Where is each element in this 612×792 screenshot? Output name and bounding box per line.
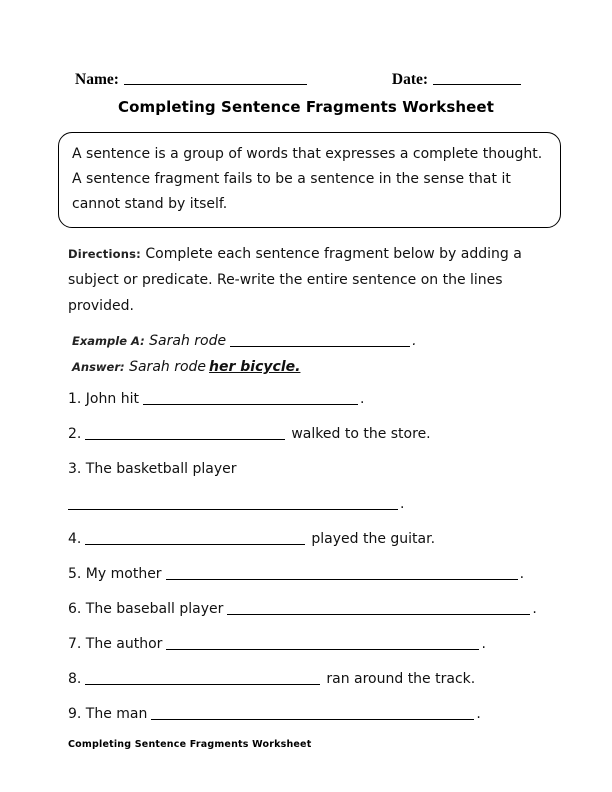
item-text-pre: 6. The baseball player <box>68 601 224 617</box>
item-text-post: . <box>359 391 365 407</box>
page-title: Completing Sentence Fragments Worksheet <box>118 98 494 116</box>
item-text-pre: 1. John hit <box>68 391 139 407</box>
name-date-row <box>75 70 612 89</box>
name-blank[interactable] <box>124 71 307 85</box>
items-list <box>68 389 612 724</box>
item-text-post: . <box>476 706 481 722</box>
directions-label: Directions: <box>68 247 141 261</box>
worksheet-item-4 <box>68 529 612 549</box>
date-blank[interactable] <box>433 71 521 85</box>
worksheet-item-1 <box>68 389 612 409</box>
example-period: . <box>412 333 417 349</box>
answer-blank-5[interactable] <box>166 567 518 580</box>
item-text-post: ran around the track. <box>326 671 476 687</box>
item-text-post: . <box>400 496 405 512</box>
item-text-pre: 9. The man <box>68 706 148 722</box>
worksheet-item-3 <box>68 459 612 514</box>
answer-blank-2[interactable] <box>85 427 285 440</box>
definition-text: A sentence is a group of words that expresses a complete thought. A sentence fragment fails to be a sentence in the sense that it cannot stand by itself. <box>72 146 543 212</box>
answer-filled-text: her bicycle. <box>209 359 301 375</box>
item-text-post: . <box>481 636 486 652</box>
example-row <box>72 328 612 354</box>
answer-text: Sarah rode <box>129 359 207 375</box>
date-label: Date: <box>391 71 429 88</box>
item-text-pre: 2. <box>68 426 82 442</box>
example-label: Example A: <box>72 334 145 348</box>
worksheet-item-9 <box>68 704 612 724</box>
directions <box>68 241 564 319</box>
answer-label: Answer: <box>72 360 125 374</box>
footer-title: Completing Sentence Fragments Worksheet <box>68 739 312 750</box>
worksheet-item-8 <box>68 669 612 689</box>
answer-blank-4[interactable] <box>85 532 305 545</box>
item-text-post: . <box>532 601 537 617</box>
answer-blank-6[interactable] <box>227 602 530 615</box>
answer-blank-3[interactable] <box>68 497 398 510</box>
item-text-pre: 7. The author <box>68 636 163 652</box>
answer-row <box>72 354 612 380</box>
worksheet-item-6 <box>68 599 612 619</box>
item-text-post: . <box>519 566 525 582</box>
example-blank <box>230 334 410 347</box>
item-text-pre: 5. My mother <box>68 566 162 582</box>
worksheet-item-7 <box>68 634 612 654</box>
item-text-post: played the guitar. <box>311 531 436 547</box>
answer-blank-7[interactable] <box>166 637 479 650</box>
directions-text: Complete each sentence fragment below by adding a subject or predicate. Re-write the entire sentence on the lines provided. <box>68 246 522 314</box>
example-text: Sarah rode <box>149 333 227 349</box>
name-label: Name: <box>75 71 119 88</box>
item-text-pre: 4. <box>68 531 82 547</box>
item-text-pre: 3. The basketball player <box>68 461 237 477</box>
item-text-post: walked to the store. <box>291 426 431 442</box>
answer-blank-8[interactable] <box>85 672 320 685</box>
item-text-pre: 8. <box>68 671 82 687</box>
answer-blank-9[interactable] <box>151 707 474 720</box>
definition-box <box>58 132 561 228</box>
worksheet-item-2 <box>68 424 612 444</box>
answer-blank-1[interactable] <box>143 392 358 405</box>
worksheet-item-5 <box>68 564 612 584</box>
